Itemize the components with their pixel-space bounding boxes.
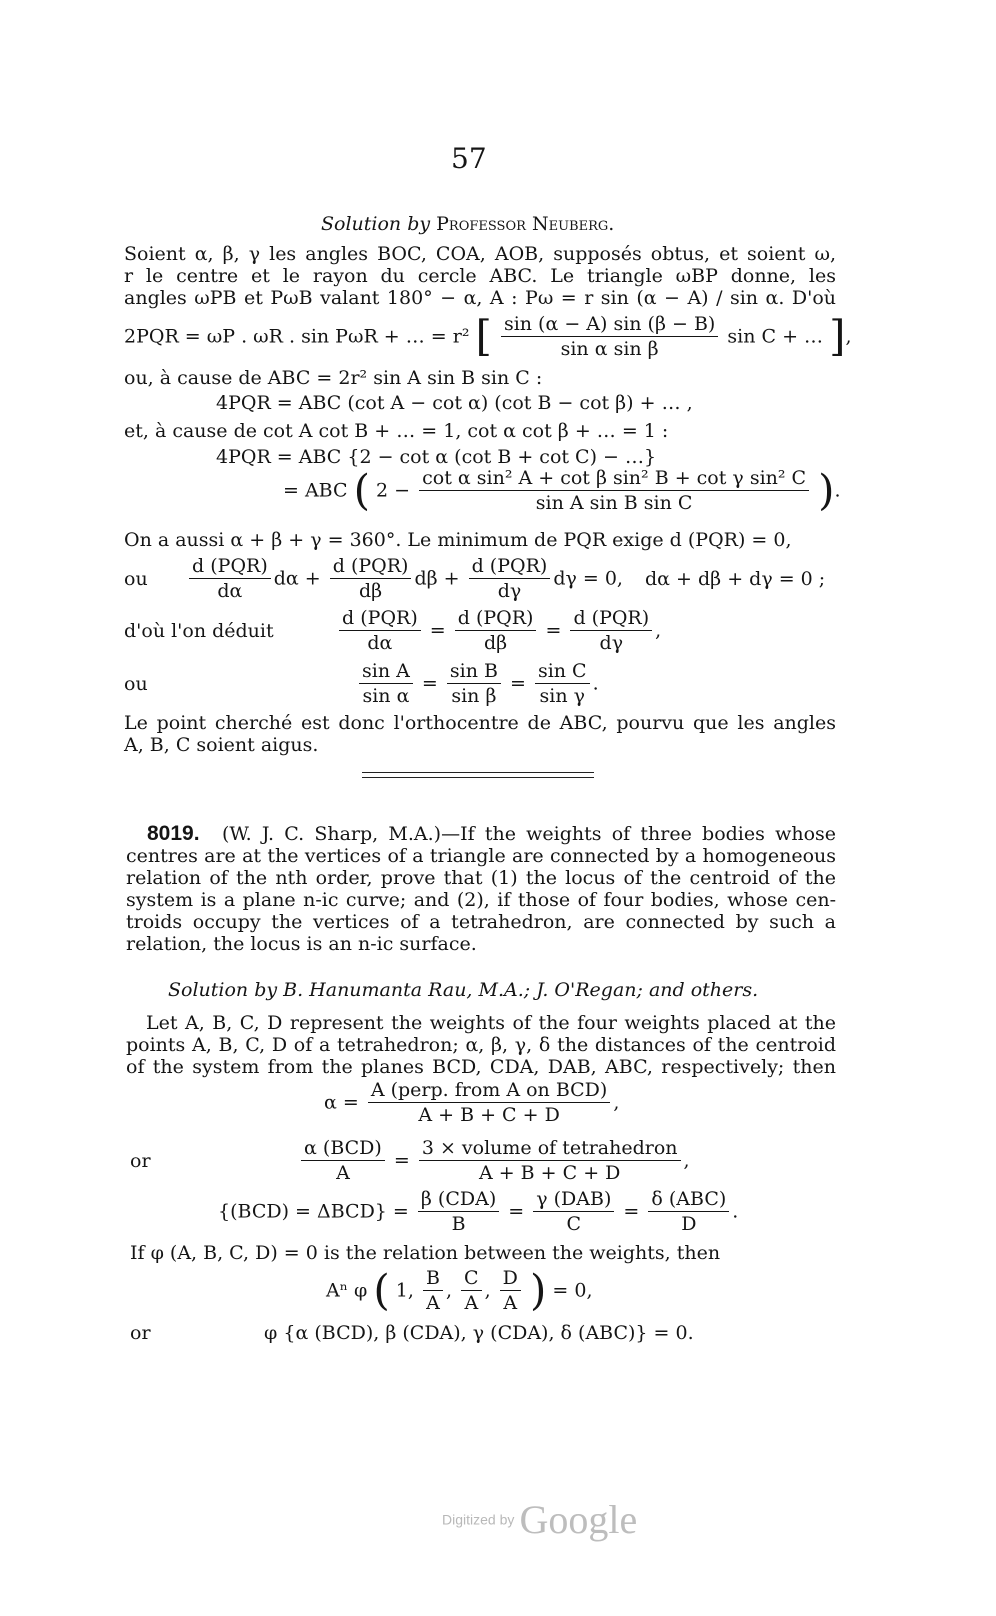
equation-4pqr-b: 4PQR = ABC {2 − cot α (cot B + cot C) − …}: [216, 446, 657, 468]
equation-4pqr-c: = ABC ( 2 − $\frac{\text{cot α sin² A + cot β sin² B + cot γ sin² C}}{\text{sin A sin B sin C}}$ ).: [283, 465, 841, 515]
text-line: relation of the nth order, prove that (1) the locus of the centroid of the: [126, 867, 836, 889]
text-line: relation, the locus is an n-ic surface.: [126, 933, 477, 955]
right-paren: ): [529, 1265, 547, 1315]
text-line: On a aussi α + β + γ = 360°. Le minimum de PQR exige d (PQR) = 0,: [124, 529, 792, 551]
numerator: sin C: [535, 659, 590, 684]
eq-label: or: [130, 1322, 151, 1344]
fraction: [648, 1187, 729, 1236]
fraction: [500, 1266, 521, 1315]
denominator: dα: [367, 632, 393, 654]
equation-2pqr: 2PQR = ωP . ωR . sin PωR + … = r² [ $\frac{\sin (\alpha - A) \sin (\beta - B)}{\text{sin α sin β}}$ sin C + … ],: [124, 311, 852, 361]
problem-statement: [126, 823, 836, 955]
denominator: dγ: [497, 580, 522, 602]
numerator: γ (DAB): [533, 1187, 614, 1212]
fraction: [455, 606, 537, 655]
digitized-watermark: [442, 1496, 637, 1543]
text-line: A, B, C soient aigus.: [124, 734, 319, 756]
numerator: d (PQR): [469, 554, 551, 579]
solution-heading: [321, 213, 614, 235]
numerator: D: [500, 1266, 521, 1291]
fraction: [423, 1266, 443, 1315]
text-line: Let A, B, C, D represent the weights of the four weights placed at the: [146, 1012, 836, 1034]
numerator: d (PQR): [570, 606, 652, 631]
numerator: cot α sin² A + cot β sin² B + cot γ sin² C: [419, 466, 809, 491]
fraction: [368, 1078, 611, 1127]
denominator: A: [503, 1292, 518, 1314]
fraction: [570, 606, 652, 655]
paragraph-neuberg: [124, 243, 836, 309]
denominator: A + B + C + D: [478, 1162, 621, 1184]
denominator: B: [451, 1213, 466, 1235]
text-line: troids occupy the vertices of a tetrahedron, are connected by such a: [126, 911, 836, 933]
denominator: sin A sin B sin C: [535, 492, 693, 514]
numerator: δ (ABC): [648, 1187, 729, 1212]
fraction: [418, 1187, 499, 1236]
fraction: [501, 312, 718, 361]
text-line: Le point cherché est donc l'orthocentre de ABC, pourvu que les angles: [124, 712, 836, 734]
left-bracket: [: [475, 311, 492, 361]
eq-lhs: α =: [324, 1091, 359, 1114]
numerator: β (CDA): [418, 1187, 499, 1212]
text-line: centres are at the vertices of a triangle are connected by a homogeneous: [126, 845, 836, 867]
fraction: [535, 659, 590, 708]
equation-alpha: α = $\frac{\text{A (perp. from A on BCD)}}{A + B + C + D}$ ,: [324, 1079, 620, 1126]
numerator: A (perp. from A on BCD): [368, 1078, 611, 1103]
eq-tail: = 0,: [552, 1279, 593, 1302]
numerator: sin A: [359, 659, 413, 684]
paragraph-rau: [126, 1012, 836, 1078]
fraction: [301, 1136, 385, 1185]
fraction: [419, 1136, 681, 1185]
numerator: d (PQR): [189, 554, 271, 579]
eq-label: d'où l'on déduit: [124, 619, 274, 642]
text-line: system is a plane n-ic curve; and (2), if those of four bodies, whose cen-: [126, 889, 836, 911]
text-line: points A, B, C, D of a tetrahedron; α, β, γ, δ the distances of the centroid: [126, 1034, 836, 1056]
text-line: If φ (A, B, C, D) = 0 is the relation between the weights, then: [130, 1242, 721, 1264]
text-line: r le centre et le rayon du cercle ABC. Le triangle ωBP donne, les: [124, 265, 836, 287]
google-logo: Google: [519, 1497, 638, 1542]
denominator: A: [426, 1292, 440, 1314]
numerator: 3 × volume of tetrahedron: [419, 1136, 681, 1161]
denominator: dβ: [359, 580, 383, 602]
left-paren: (: [373, 1265, 390, 1315]
denominator: sin β: [451, 685, 497, 707]
eq-lhs: Aⁿ φ: [326, 1279, 368, 1302]
eq-label: ou: [124, 567, 148, 590]
equation-ratio-differentials: d'où l'on déduit $\frac{\text{d (PQR)}}{d\alpha}$ = $\frac{\text{d (PQR)}}{d\beta}$ = $\frac{\text{d (PQR)}}{d\gamma}$ ,: [124, 607, 662, 654]
numerator: sin (α − A) sin (β − B): [501, 312, 718, 337]
separator-rule-top: [362, 772, 594, 773]
equation-sine-ratio: ou $\frac{\text{sin A}}{\text{sin α}}$ = $\frac{\text{sin B}}{\text{sin β}}$ = $\frac{\text{sin C}}{\text{sin γ}}$ .: [124, 660, 599, 707]
eq-lhs: 2PQR = ωP . ωR . sin PωR + … = r²: [124, 325, 470, 348]
numerator: B: [423, 1266, 443, 1291]
equation-phi: Aⁿ φ ( 1, $\frac{B}{A}$ , $\frac{C}{A}$ , $\frac{D}{A}$ ) = 0,: [326, 1265, 593, 1315]
text-line: Soient α, β, γ les angles BOC, COA, AOB, supposés obtus, et soient ω,: [124, 243, 836, 265]
numerator: C: [461, 1266, 482, 1291]
heading-prefix: Solution by: [321, 213, 431, 235]
fraction: [461, 1266, 482, 1315]
eq-first-arg: 1,: [395, 1279, 414, 1302]
solution-heading: Solution by B. Hanumanta Rau, M.A.; J. O'Regan; and others.: [168, 979, 759, 1001]
eq-lhs: {(BCD) = ΔBCD} =: [218, 1200, 409, 1223]
numerator: d (PQR): [330, 554, 412, 579]
numerator: α (BCD): [301, 1136, 385, 1161]
equation-ratios: {(BCD) = ΔBCD} = $\frac{\text{β (CDA)}}{B}$ = $\frac{\text{γ (DAB)}}{C}$ = $\frac{\text{δ (ABC)}}{D}$ .: [218, 1188, 739, 1235]
eq-body: φ {α (BCD), β (CDA), γ (CDA), δ (ABC)} = 0.: [264, 1322, 694, 1344]
conclusion-paragraph: [124, 712, 836, 756]
page-number: 57: [451, 142, 487, 175]
eq-tail: sin C + …: [727, 325, 824, 348]
fraction: [339, 606, 421, 655]
numerator: d (PQR): [339, 606, 421, 631]
heading-author: Professor Neuberg.: [436, 213, 615, 235]
text-line: angles ωPB et PωB valant 180° − α, A : Pω = r sin (α − A) / sin α. D'où: [124, 287, 836, 309]
equation-volume: or $\frac{\text{α (BCD)}}{A}$ = $\frac{\text{3 × volume of tetrahedron}}{A + B + C + D}$ ,: [130, 1137, 690, 1184]
denominator: sin α sin β: [560, 338, 659, 360]
left-paren: (: [353, 465, 370, 515]
text-line: of the system from the planes BCD, CDA, DAB, ABC, respectively; then: [126, 1056, 836, 1078]
denominator: dβ: [484, 632, 508, 654]
denominator: C: [566, 1213, 582, 1235]
numerator: sin B: [447, 659, 501, 684]
denominator: dα: [217, 580, 243, 602]
fraction: [359, 659, 413, 708]
denominator: D: [681, 1213, 697, 1235]
eq-term: dβ +: [414, 567, 460, 590]
numerator: d (PQR): [455, 606, 537, 631]
fraction: [419, 466, 809, 515]
fraction: [189, 554, 271, 603]
fraction: [533, 1187, 614, 1236]
denominator: sin α: [362, 685, 410, 707]
fraction: [330, 554, 412, 603]
denominator: A: [336, 1162, 350, 1184]
fraction: [447, 659, 501, 708]
separator-rule-bottom: [362, 777, 594, 778]
denominator: A + B + C + D: [418, 1104, 560, 1126]
text-line: ou, à cause de ABC = 2r² sin A sin B sin C :: [124, 367, 543, 389]
watermark-prefix: Digitized by: [442, 1511, 515, 1528]
equation-differentials: [124, 554, 825, 603]
right-paren: ): [818, 465, 835, 515]
denominator: sin γ: [539, 685, 586, 707]
eq-label: ou: [124, 672, 148, 695]
eq-tail: dα + dβ + dγ = 0 ;: [645, 567, 826, 590]
fraction: [469, 554, 551, 603]
right-bracket: ]: [829, 311, 846, 361]
eq-label: or: [130, 1149, 151, 1172]
equation-phi-final: [130, 1322, 694, 1344]
eq-term: dα +: [273, 567, 321, 590]
eq-term: dγ = 0,: [553, 567, 623, 590]
eq-pre: 2 −: [376, 479, 411, 502]
text-line: (W. J. C. Sharp, M.A.)—If the weights of three bodies whose: [222, 823, 836, 845]
eq-lhs: = ABC: [283, 479, 348, 502]
denominator: dγ: [599, 632, 624, 654]
equation-4pqr-a: 4PQR = ABC (cot A − cot α) (cot B − cot β) + … ,: [216, 392, 693, 414]
text-line: et, à cause de cot A cot B + … = 1, cot α cot β + … = 1 :: [124, 420, 669, 442]
denominator: A: [464, 1292, 479, 1314]
problem-number: 8019.: [147, 822, 200, 845]
